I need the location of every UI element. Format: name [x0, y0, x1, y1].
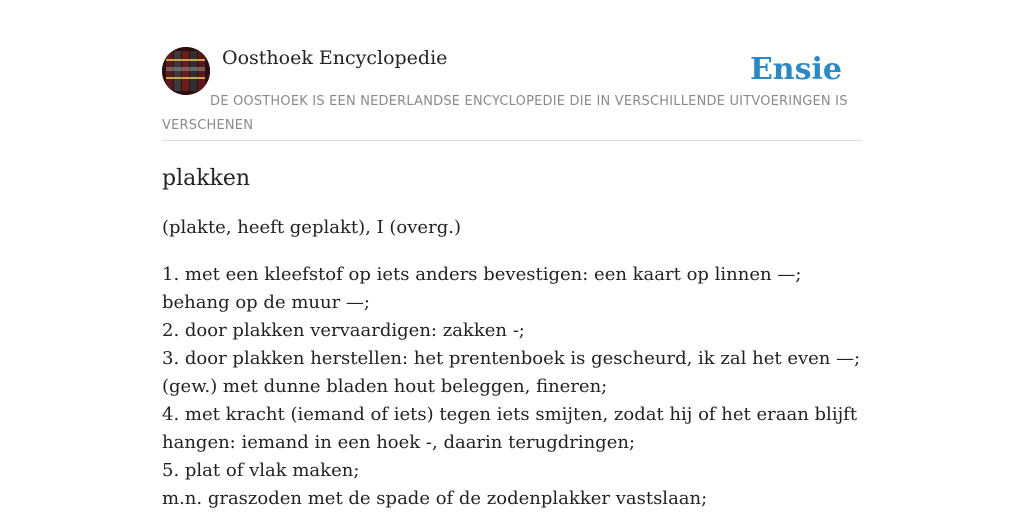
site-tagline: DE OOSTHOEK IS EEN NEDERLANDSE ENCYCLOPEDIE DIE IN VERSCHILLENDE UITVOERINGEN IS VERSCHENEN — [162, 94, 848, 133]
definition-item: m.n. graszoden met de spade of de zodenplakker vastslaan; — [162, 488, 708, 509]
header — [162, 46, 862, 141]
ensie-logo[interactable]: Ensie — [749, 52, 842, 87]
definition-item: 2. door plakken vervaardigen: zakken -; — [162, 320, 525, 341]
entry-grammar: (plakte, heeft geplakt), I (overg.) — [162, 217, 461, 238]
entry-title: plakken — [162, 166, 251, 191]
entry-content — [162, 162, 862, 512]
definition-item: 1. met een kleefstof op iets anders bevestigen: een kaart op linnen —; behang op de muur —; — [162, 264, 802, 313]
definition-item: 5. plat of vlak maken; — [162, 460, 360, 481]
encyclopedia-books-icon[interactable] — [162, 47, 210, 95]
site-title[interactable]: Oosthoek Encyclopedie — [222, 47, 448, 69]
definition-list — [162, 261, 862, 512]
definition-item: 4. met kracht (iemand of iets) tegen iets smijten, zodat hij of het eraan blijft hangen: iemand in een hoek -, daarin terugdringen; — [162, 404, 858, 453]
definition-item: 3. door plakken herstellen: het prentenboek is gescheurd, ik zal het even —; (gew.) met dunne bladen hout beleggen, fineren; — [162, 348, 861, 397]
